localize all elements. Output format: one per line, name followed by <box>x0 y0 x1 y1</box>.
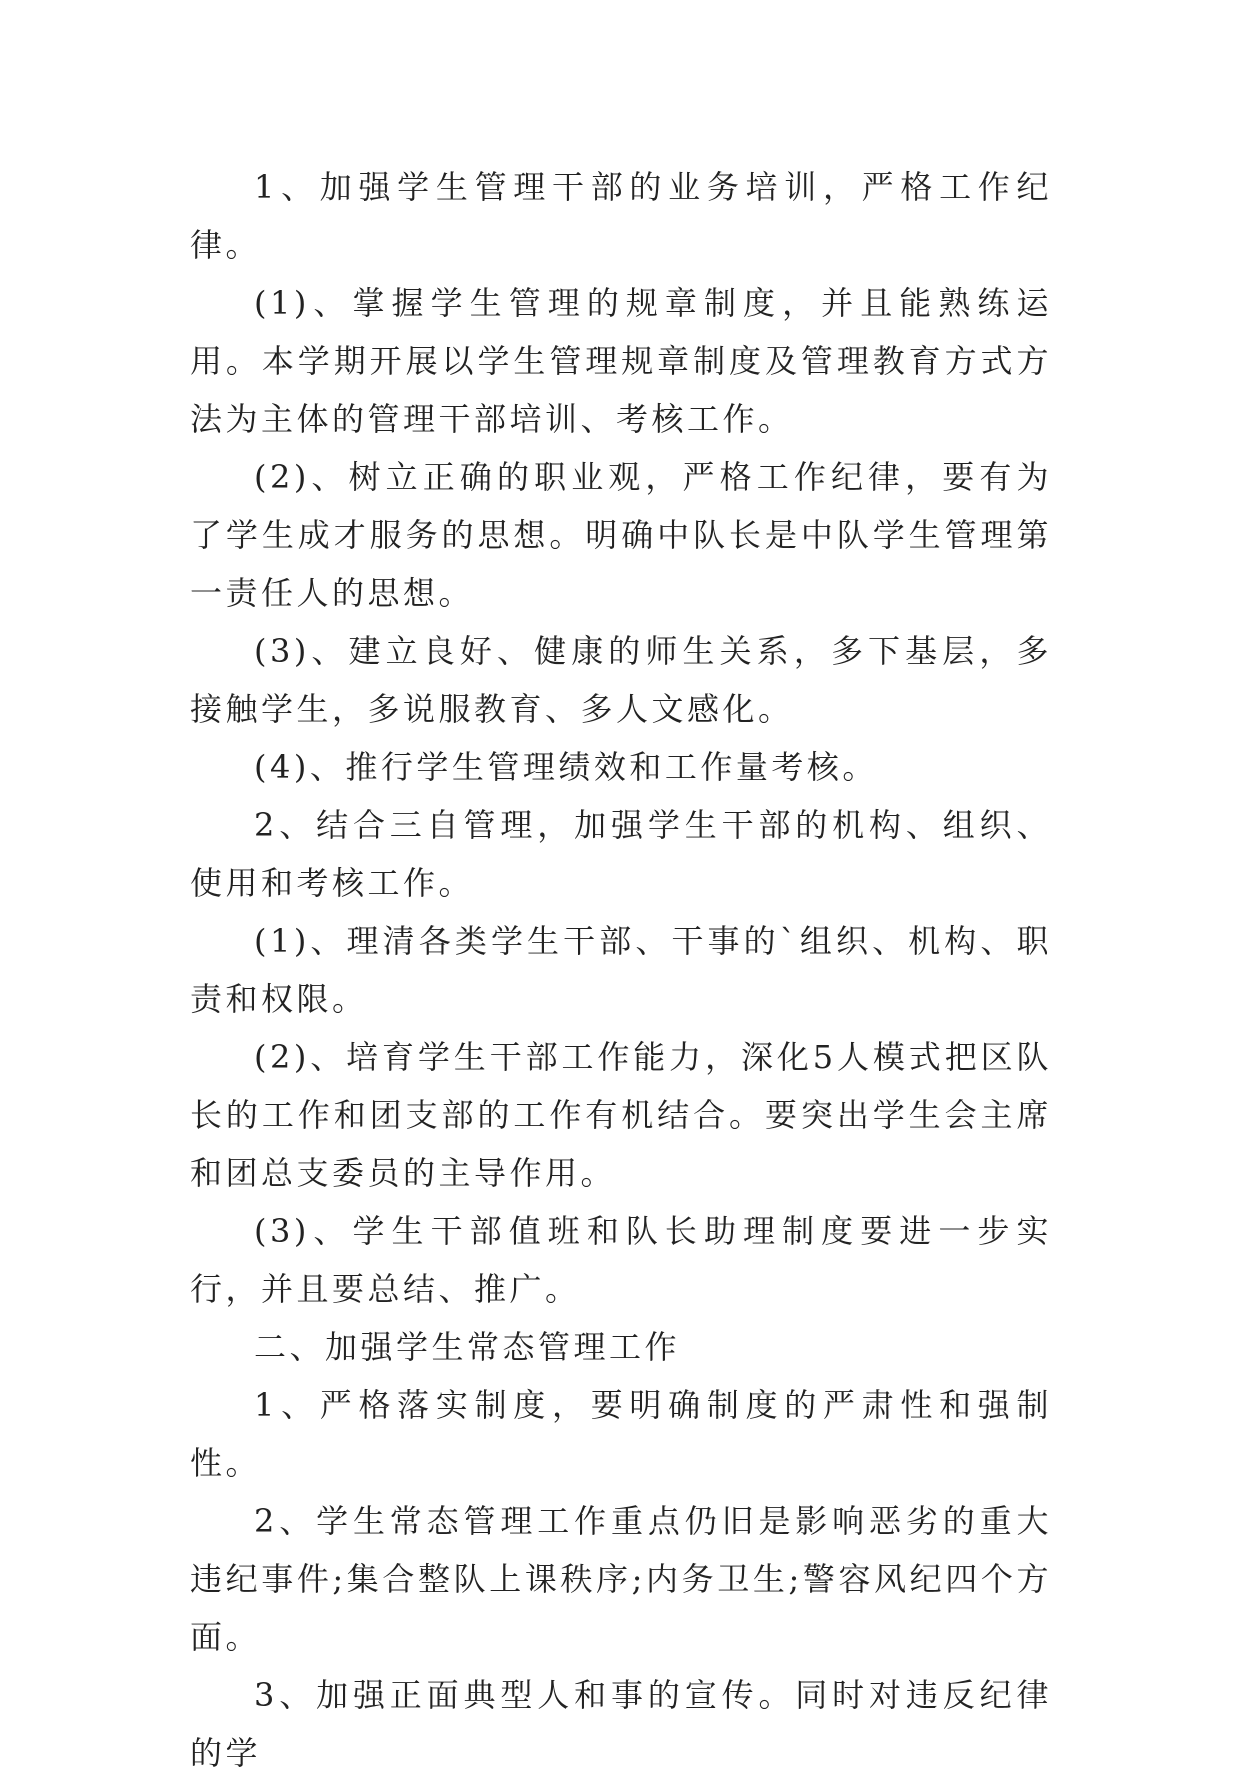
paragraph-11: 1、严格落实制度，要明确制度的严肃性和强制性。 <box>190 1386 1052 1482</box>
paragraph-13: 3、加强正面典型人和事的宣传。同时对违反纪律的学 <box>190 1676 1052 1772</box>
paragraph-7: (1)、理清各类学生干部、干事的`组织、机构、职责和权限。 <box>190 922 1052 1018</box>
paragraph-1: 1、加强学生管理干部的业务培训，严格工作纪律。 <box>190 168 1052 264</box>
paragraph-8: (2)、培育学生干部工作能力，深化5人模式把区队长的工作和团支部的工作有机结合。要突出学生会主席和团总支委员的主导作用。 <box>190 1038 1052 1192</box>
document-body <box>190 158 1052 1782</box>
paragraph-3: (2)、树立正确的职业观，严格工作纪律，要有为了学生成才服务的思想。明确中队长是中队学生管理第一责任人的思想。 <box>190 458 1052 612</box>
paragraph-6: 2、结合三自管理，加强学生干部的机构、组织、使用和考核工作。 <box>190 806 1052 902</box>
paragraph-5: (4)、推行学生管理绩效和工作量考核。 <box>254 748 878 786</box>
paragraph-12: 2、学生常态管理工作重点仍旧是影响恶劣的重大违纪事件;集合整队上课秩序;内务卫生;警容风纪四个方面。 <box>190 1502 1052 1656</box>
section-heading: 二、加强学生常态管理工作 <box>254 1328 681 1366</box>
paragraph-4: (3)、建立良好、健康的师生关系，多下基层，多接触学生，多说服教育、多人文感化。 <box>190 632 1052 728</box>
paragraph-2: (1)、掌握学生管理的规章制度，并且能熟练运用。本学期开展以学生管理规章制度及管理教育方式方法为主体的管理干部培训、考核工作。 <box>190 284 1052 438</box>
paragraph-9: (3)、学生干部值班和队长助理制度要进一步实行，并且要总结、推广。 <box>190 1212 1052 1308</box>
